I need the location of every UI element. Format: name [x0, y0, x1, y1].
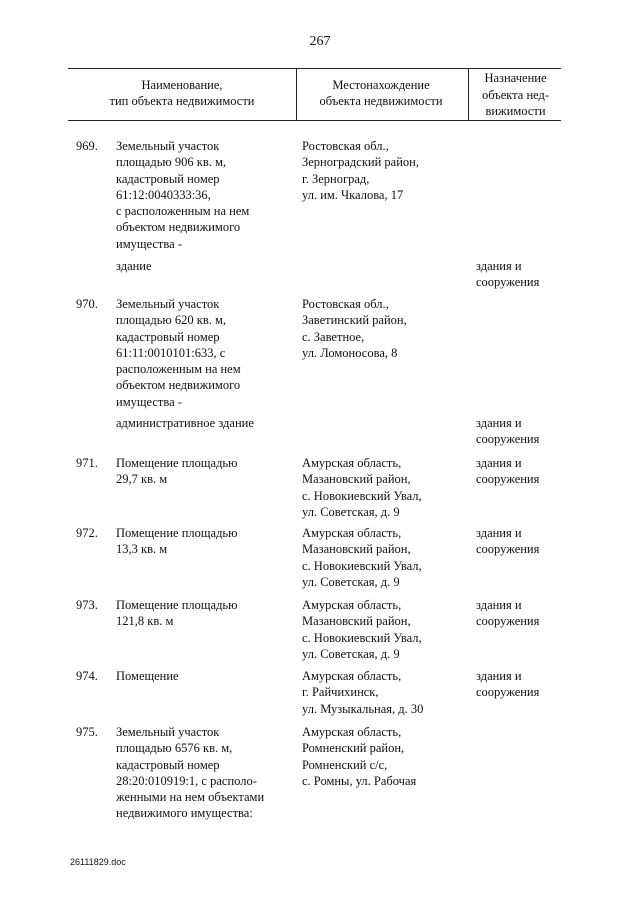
document-footer-filename: 26111829.doc: [70, 857, 126, 867]
row-name: Помещение площадью 29,7 кв. м: [116, 456, 238, 487]
row-location: Амурская область, г. Райчихинск, ул. Музыкальная, д. 30: [302, 669, 424, 716]
row-number: 972.: [76, 526, 98, 540]
row-number: 970.: [76, 297, 98, 311]
row-purpose: здания и сооружения: [476, 456, 540, 487]
row-name: административное здание: [116, 416, 254, 430]
row-name: Помещение: [116, 669, 179, 683]
row-location: Ростовская обл., Зерноградский район, г. Зерноград, ул. им. Чкалова, 17: [302, 139, 419, 202]
table-top-rule: [68, 68, 561, 69]
page-number: 267: [309, 34, 331, 49]
row-location: Ростовская обл., Заветинский район, с. Заветное, ул. Ломоносова, 8: [302, 297, 407, 360]
row-name: Земельный участок площадью 620 кв. м, кадастровый номер 61:11:0010101:633, с расположенным на нем объектом недвижимого имущества -: [116, 297, 241, 409]
header-purpose-column: Назначение объекта нед- вижимости: [481, 71, 550, 118]
header-separator: [468, 68, 469, 120]
row-purpose: здания и сооружения: [476, 416, 540, 447]
row-location: Амурская область, Мазановский район, с. Новокиевский Увал, ул. Советская, д. 9: [302, 526, 422, 589]
header-location-column: Местонахождение объекта недвижимости: [319, 78, 443, 108]
row-number: 971.: [76, 456, 98, 470]
row-purpose: здания и сооружения: [476, 526, 540, 557]
header-name-column: Наименование, тип объекта недвижимости: [109, 78, 255, 108]
row-number: 969.: [76, 139, 98, 153]
row-name: Помещение площадью 13,3 кв. м: [116, 526, 238, 557]
table-header-bottom-rule: [68, 120, 561, 121]
row-number: 975.: [76, 725, 98, 739]
row-number: 974.: [76, 669, 98, 683]
row-purpose: здания и сооружения: [476, 598, 540, 629]
row-name: Помещение площадью 121,8 кв. м: [116, 598, 238, 629]
row-purpose: здания и сооружения: [476, 669, 540, 700]
row-number: 973.: [76, 598, 98, 612]
row-name: Земельный участок площадью 906 кв. м, кадастровый номер 61:12:0040333:36, с расположенным на нем объектом недвижимого имущества -: [116, 139, 250, 251]
row-location: Амурская область, Мазановский район, с. Новокиевский Увал, ул. Советская, д. 9: [302, 598, 422, 661]
row-location: Амурская область, Ромненский район, Ромненский с/с, с. Ромны, ул. Рабочая: [302, 725, 417, 788]
row-name: Земельный участок площадью 6576 кв. м, кадастровый номер 28:20:010919:1, с располо- женными на нем объектами недвижимого имущества:: [116, 725, 265, 821]
row-name: здание: [116, 259, 152, 273]
row-purpose: здания и сооружения: [476, 259, 540, 290]
row-location: Амурская область, Мазановский район, с. Новокиевский Увал, ул. Советская, д. 9: [302, 456, 422, 519]
